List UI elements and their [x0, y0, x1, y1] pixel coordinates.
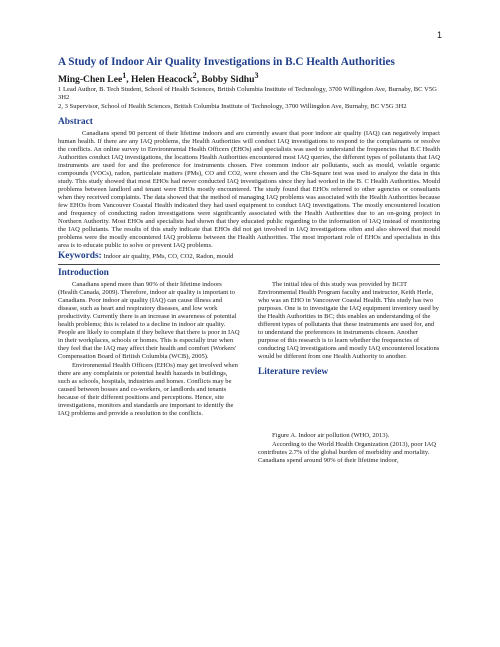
abstract-heading: Abstract [58, 116, 93, 127]
author-name: , Helen Heacock [126, 74, 193, 86]
figure-placeholder [258, 380, 440, 432]
author-superscript: 3 [254, 71, 259, 80]
two-column-body [58, 281, 440, 467]
author-superscript: 1 [122, 71, 127, 80]
introduction-heading: Introduction [58, 267, 109, 278]
paper-content [58, 56, 440, 466]
author-list [58, 70, 440, 85]
keywords-text: Indoor air quality, PMs, CO, CO2, Radon, mould [101, 252, 234, 260]
affiliation: 1 Lead Author, B. Tech Student, School of Health Sciences, British Columbia Institute of Technology, 3700 Willingdon Ave, Burnaby, BC V5G 3H2 [58, 86, 437, 102]
paper-title: A Study of Indoor Air Quality Investigations in B.C Health Authorities [58, 56, 395, 68]
author-name: , Bobby Sidhu [196, 74, 255, 86]
author-name: Ming-Chen Lee [58, 74, 123, 86]
figure-caption: Figure A. Indoor air pollution (WHO, 2013). [272, 431, 390, 439]
keywords [58, 251, 440, 262]
left-column [58, 281, 240, 467]
affiliation: 2, 3 Supervisor, School of Health Sciences, British Columbia Institute of Technology, 3700 Willingdon Ave, Burnaby, BC V5G 3H2 [58, 102, 407, 110]
introduction-paragraph: Canadians spend more than 90% of their lifetime indoors (Health Canada, 2009). Therefore, indoor air quality is important to Canadians. Poor indoor air quality (IAQ) can cause illness and disease, such as heart and respiratory diseases, and low work productivity. Currently there is an increase in awareness of potential health problems; this is related to a decline in indoor air quality. People are likely to complain if they believe that there is poor in IAQ in their workplaces, schools or homes. This is especially true when they feel that the IAQ may affect their health and comfort (Workers' Compensation Board of British Columbia (WCB), 2005). [58, 280, 240, 360]
keywords-label: Keywords: [58, 250, 102, 261]
section-divider [58, 264, 440, 265]
page-number: 1 [436, 30, 442, 40]
literature-review-paragraph: According to the World Health Organization (2013), poor IAQ contributes 2.7% of the global burden of morbidity and mortality. Canadians spend around 90% of their lifetime indoor, [258, 441, 437, 465]
introduction-paragraph: Environmental Health Officers (EHOs) may get involved when there are any complaints or potential health hazards in buildings, such as schools, hospitals, industries and homes. Conflicts may be caused between bosses and co-workers, or landlords and tenants because of their different positions and perceptions. Hence, site investigations, monitors and standards are important to identify the IAQ problems and provide a resolution to the conflicts. [58, 361, 238, 418]
abstract-text: Canadians spend 90 percent of their lifetime indoors and are currently aware that poor indoor air quality (IAQ) can negatively impact human health. If there are any IAQ problems, the Health Authorities will conduct IAQ investigations to respond to the complainants or resolve the conflicts. An online survey to Environmental Health Officers (EHOs) and specialists was used to understand the frequencies that B.C Health Authorities conduct IAQ investigations, the locations Health Authorities encountered most IAQ queries, the different types of pollutants that IAQ instruments are used for and the preference for instruments chosen. Five common indoor air pollutants, such as mould, volatile organic compounds (VOCs), radon, particulate matters (PMs), CO and CO2, were chosen and the Chi-Square test was used to analyze the data in this study. This study showed that most EHOs had never conducted IAQ investigations since they had worked in the B. C Health Authorities. Mould problems between landlord and tenant were EHOs mostly encountered. The study found that EHOs referred to other agencies or consultants when they received complaints. The data showed that the method of managing IAQ problems was associated with the Health Authorities because few EHOs from Vancouver Coastal Health indicated they had used equipment to conduct IAQ investigations. The mostly encountered location and frequency of conducting radon investigations were significantly associated with the Health Authorities due to an on-going project in Northern Authority. Most EHOs and specialists had shown that they educated public regarding to the information of IAQ instead of monitoring the IAQ pollutants. The results of this study indicate that EHOs did not get involved in IAQ investigations often and also showed that mould problems were the mostly encountered IAQ problems between the Health Authorities. The most important role of EHOs and specialists in this area is to educate public to solve or prevent IAQ problems. [58, 129, 440, 250]
literature-review-heading: Literature review [258, 366, 329, 377]
introduction-paragraph: The initial idea of this study was provided by BCIT Environmental Health Program faculty and instructor, Keith Herle, who was an EHO in Vancouver Coastal Health. This study has two purposes. One is to investigate the IAQ equipment inventory used by the Health Authorities in BC; this enables an understanding of the different types of pollutants that these instruments are used for, and to understand the preferences in instruments chosen. Another purpose of this research is to learn whether the frequencies of conducing IAQ investigations and mostly IAQ encountered locations would be different from one Health Authority to another. [258, 280, 440, 360]
author-superscript: 2 [192, 71, 197, 80]
right-column [258, 281, 440, 467]
